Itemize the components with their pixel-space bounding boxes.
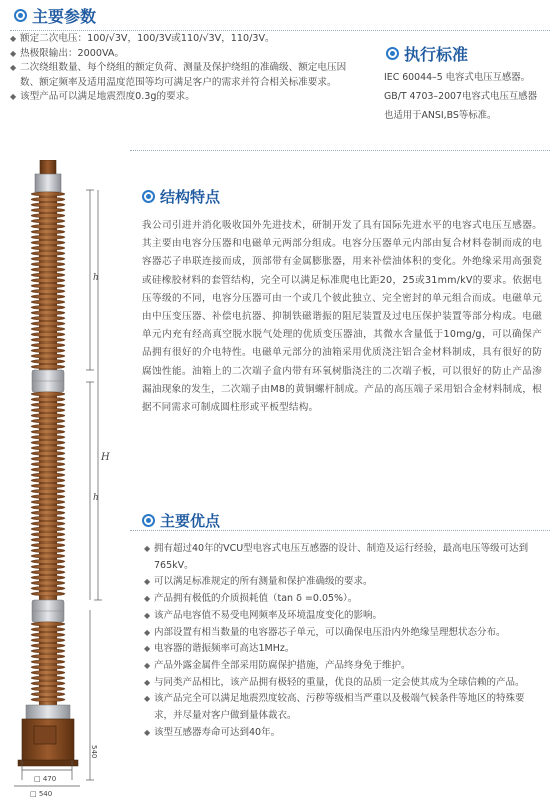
insulator-shed [31, 462, 65, 466]
structure-paragraph: 我公司引进并消化吸收国外先进技术，研制开发了具有国际先进水平的电容式电压互感器。其主要由电容分压器和电磁单元两部分组成。电容分压器单元内部由复合材料卷制而成的电容器芯子串联连接而成，顶部带有金属膨胀器，用来补偿油体积的变化。外绝缘采用高强瓷或硅橡胶材料的套管结构，完全可以满足标准爬电比距20，25或31mm/kV的要求。依据电压等级的不同，电容分压器可由一个或几个彼此独立、完全密封的单元组合而成。电磁单元由中压变压器、补偿电抗器、抑制铁磁谐振的阻尼装置及过电压保护装置等部分构成。电磁单元内充有经高真空脱水脱气处理的优质变压器油，其微水含量低于10mg/g，可以确保产品拥有很好的介电特性。电磁单元部分的油箱采用优质浇注铝合金材料制成，具有很好的防腐蚀性能。油箱上的二次端子盒内带有环氧树脂浇注的二次端子板，可以很好的防止产品渗漏油现象的发生，二次端子由M8的黄铜螺杆制成。产品的高压端子采用铝合金材料制成，根据不同需求可制成圆柱形或平板型结构。 [142, 220, 542, 414]
dim-h1-label: h [93, 273, 99, 283]
top-terminal [40, 160, 56, 176]
insulator-shed [31, 208, 65, 212]
insulator-shed [31, 251, 65, 255]
insulator-shed [31, 649, 65, 653]
advantage-item: ◆ 该产品电容值不易受电网频率及环境温度变化的影响。 [144, 608, 542, 625]
insulator-shed [31, 516, 65, 520]
advantage-item: ◆ 可以满足标准规定的所有测量和保护准确级的要求。 [144, 574, 542, 591]
params-item: ◆ 热极限输出：2000VA。 [10, 47, 360, 62]
insulator-shed [31, 671, 65, 675]
insulator-shed [31, 495, 65, 499]
advantage-item: ◆ 该型互感器寿命可达到40年。 [144, 725, 542, 742]
insulator-shed [31, 197, 65, 201]
divider [130, 530, 550, 531]
insulator-shed [31, 581, 65, 585]
insulator-shed [31, 295, 65, 299]
standard-line: 也适用于ANSI,BS等标准。 [384, 110, 497, 121]
params-list [10, 32, 360, 105]
insulator-shed [31, 446, 65, 450]
insulator-shed [31, 489, 65, 493]
insulator-shed [31, 414, 65, 418]
advantage-item: ◆ 该产品完全可以满足地震烈度较高、污秽等级相当严重以及极端气候条件等地区的特殊要求，并尽量对客户做到量体裁衣。 [144, 691, 542, 724]
insulator-shed [31, 311, 65, 315]
section-circle-icon [14, 9, 27, 22]
insulator-shed [31, 332, 65, 336]
insulator-shed [31, 305, 65, 309]
insulator-shed [31, 230, 65, 234]
insulator-shed [31, 576, 65, 580]
standard-line: IEC 60044–5 电容式电压互感器。 [384, 72, 531, 83]
insulator-shed [31, 654, 65, 658]
structure-title-text: 结构特点 [160, 188, 221, 206]
top-expander [35, 174, 61, 192]
insulator-shed [31, 633, 65, 637]
divider [10, 30, 550, 31]
standards-list [384, 68, 550, 125]
insulator-shed [31, 698, 65, 702]
insulator-shed [31, 543, 65, 547]
insulator-shed [31, 246, 65, 250]
insulator-shed [31, 570, 65, 574]
standards-title [386, 42, 468, 65]
insulator-shed [31, 468, 65, 472]
advantage-item: ◆ 与同类产品相比，该产品拥有极轻的重量，优良的品质一定会使其成为全球信赖的产品。 [144, 675, 542, 692]
insulator-shed [31, 622, 65, 626]
section-circle-icon [142, 514, 155, 527]
params-title-text: 主要参数 [32, 7, 97, 26]
terminal-box [34, 726, 56, 744]
insulator-shed [31, 268, 65, 272]
insulator-shed [31, 554, 65, 558]
insulator-shed [31, 435, 65, 439]
insulator-shed [31, 505, 65, 509]
insulator-shed [31, 284, 65, 288]
insulator-shed [31, 289, 65, 293]
insulator-shed [31, 457, 65, 461]
standards-title-text: 执行标准 [404, 45, 469, 64]
insulator-shed [31, 692, 65, 696]
section-circle-icon [386, 47, 399, 60]
insulator-shed [31, 478, 65, 482]
params-item: ◆ 二次绕组数量、每个绕组的额定负荷、测量及保护绕组的准确级、额定电压因数、额定频率及适用温度范围等均可满足客户的需求并符合相关标准要求。 [10, 61, 360, 90]
insulator-shed [31, 300, 65, 304]
mounting-base [18, 760, 78, 766]
insulator-shed [31, 338, 65, 342]
advantage-item: ◆ 内部设置有相当数量的电容器芯子单元，可以确保电压沿内外绝缘呈理想状态分布。 [144, 625, 542, 642]
insulator-shed [31, 349, 65, 353]
dim-540-bottom-label: □ 540 [30, 790, 53, 798]
insulator-shed [31, 322, 65, 326]
params-item: ◆ 额定二次电压：100/√3V，100/3V或110/√3V，110/3V。 [10, 32, 360, 47]
insulator-shed [31, 644, 65, 648]
advantage-item: ◆ 产品外露金属件全部采用防腐保护措施，产品终身免于维护。 [144, 658, 542, 675]
insulator-shed [31, 527, 65, 531]
insulator-shed [31, 522, 65, 526]
insulator-shed [31, 257, 65, 261]
insulator-shed [31, 500, 65, 504]
insulator-shed [31, 327, 65, 331]
divider [130, 150, 550, 151]
advantages-title-text: 主要优点 [160, 512, 221, 530]
params-item: ◆ 该型产品可以满足地震烈度0.3g的要求。 [10, 90, 360, 105]
insulator-shed [31, 687, 65, 691]
insulator-shed [31, 484, 65, 488]
insulator-shed [31, 203, 65, 207]
structure-title [142, 186, 220, 207]
insulator-shed [31, 441, 65, 445]
insulator-shed [31, 408, 65, 412]
insulator-shed [31, 262, 65, 266]
insulator-shed [31, 430, 65, 434]
insulator-shed [31, 354, 65, 358]
section-circle-icon [142, 190, 155, 203]
advantage-item: ◆ 产品拥有极低的介质损耗值（tan δ =0.05%）。 [144, 591, 542, 608]
insulator-shed [31, 424, 65, 428]
insulator-shed [31, 359, 65, 363]
insulator-shed [31, 316, 65, 320]
base-flange [26, 705, 70, 719]
dim-540-side-label: 540 [90, 745, 98, 759]
insulator-shed [31, 403, 65, 407]
advantage-item: ◆ 电容器的谐振频率可高达1MHz。 [144, 641, 542, 658]
insulator-shed [31, 235, 65, 239]
insulator-shed [31, 473, 65, 477]
insulator-shed [31, 511, 65, 515]
insulator-shed [31, 676, 65, 680]
insulator-shed [31, 224, 65, 228]
insulator-shed [31, 660, 65, 664]
insulator-shed [31, 365, 65, 369]
insulator-shed [31, 192, 65, 196]
insulator-shed [31, 549, 65, 553]
dim-h2-label: h [93, 493, 99, 503]
insulator-shed [31, 681, 65, 685]
advantage-item: ◆ 拥有超过40年的VCU型电容式电压互感器的设计、制造及运行经验，最高电压等级可达到765kV。 [144, 541, 542, 574]
insulator-shed [31, 278, 65, 282]
insulator-shed [31, 397, 65, 401]
insulator-shed [31, 627, 65, 631]
insulator-shed [31, 665, 65, 669]
insulator-shed [31, 532, 65, 536]
insulator-shed [31, 638, 65, 642]
standard-line: GB/T 4703–2007电容式电压互感器 [384, 91, 537, 102]
advantages-list [144, 541, 542, 741]
insulator-shed [31, 392, 65, 396]
insulator-shed [31, 565, 65, 569]
insulator-shed [31, 273, 65, 277]
insulator-shed [31, 214, 65, 218]
insulator-shed [31, 538, 65, 542]
insulator-shed [31, 559, 65, 563]
insulator-shed [31, 419, 65, 423]
cvt-drawing [0, 160, 130, 808]
insulator-shed [31, 592, 65, 596]
insulator-shed [31, 451, 65, 455]
dim-H-label: H [101, 452, 110, 463]
insulator-shed [31, 219, 65, 223]
advantages-title [142, 510, 220, 531]
insulator-shed [31, 586, 65, 590]
insulator-shed [31, 241, 65, 245]
insulator-shed [31, 343, 65, 347]
dim-470-label: □ 470 [34, 775, 57, 783]
params-title [14, 4, 96, 27]
